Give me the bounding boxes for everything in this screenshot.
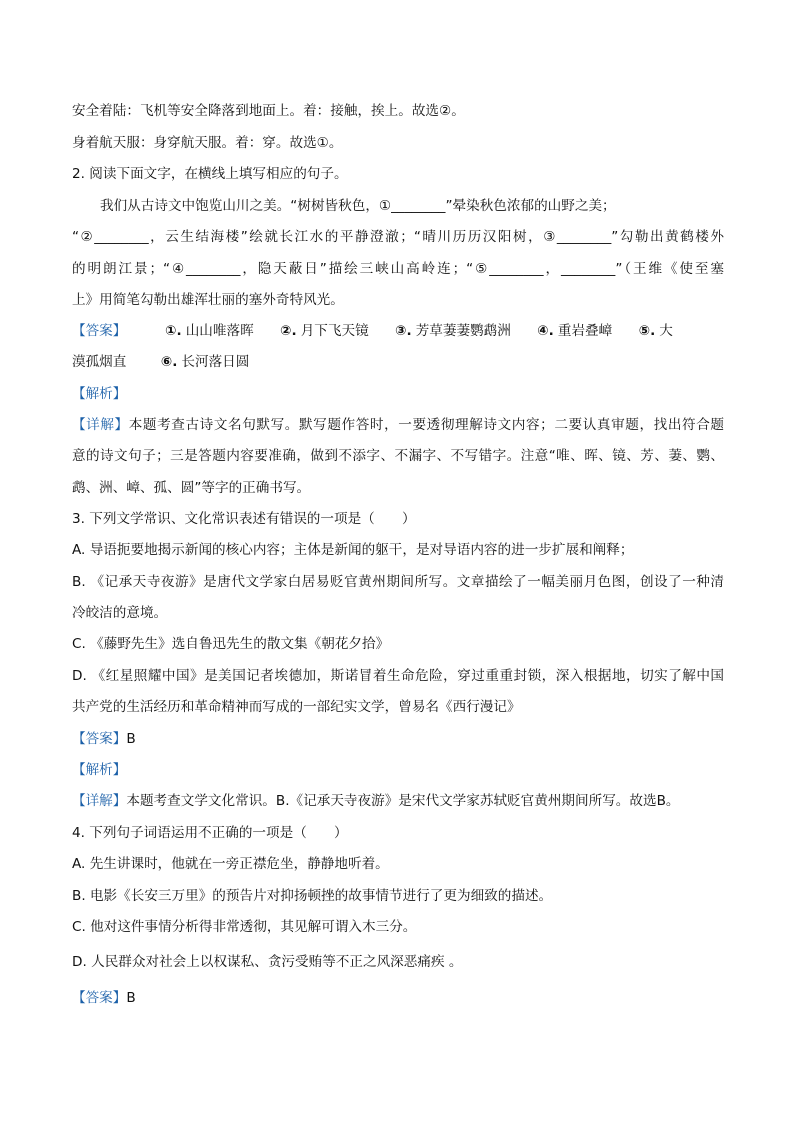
text-line: 鹉、洲、嶂、孤、圆”等字的正确书写。 (72, 480, 311, 496)
question-4-title: 4. 下列句子词语运用不正确的一项是（ ） (72, 825, 348, 841)
answer-number: ③. (395, 323, 412, 339)
analysis-label: 【解析】 (72, 762, 127, 778)
option-c: C. 《藤野先生》选自鲁迅先生的散文集《朝花夕拾》 (72, 636, 390, 652)
answer-text: 漠孤烟直 (72, 354, 127, 370)
detail-text: 本题考查古诗文名句默写。默写题作答时，一要透彻理解诗文内容；二要认真审题，找出符合题 (128, 417, 724, 433)
text-line: 安全着陆：飞机等安全降落到地面上。着：接触，挨上。故选②。 (72, 103, 465, 119)
option-a: A. 导语扼要地揭示新闻的核心内容；主体是新闻的躯干，是对导语内容的进一步扩展和阐释； (72, 542, 634, 558)
answer-value: B (126, 731, 136, 747)
answer-number: ④. (537, 323, 554, 339)
detail-line (72, 791, 724, 811)
answer-line (72, 729, 724, 749)
detail-text: 本题考查文学文化常识。B.《记承天寺夜游》是宋代文学家苏轼贬官黄州期间所写。故选B。 (126, 793, 680, 809)
answer-item (165, 321, 254, 341)
option-d: D. 《红星照耀中国》是美国记者埃德加，斯诺冒着生命危险，穿过重重封锁，深入根据地，切实了解中国 (72, 668, 724, 684)
answer-item (280, 321, 369, 341)
answer-item (537, 321, 612, 341)
text-line: 我们从古诗文中饱览山川之美。“树树皆秋色，①________”晕染秋色浓郁的山野之美； (100, 198, 616, 214)
answer-text: 长河落日圆 (181, 354, 250, 370)
answer-text: 重岩叠嶂 (557, 323, 613, 339)
analysis-label: 【解析】 (72, 386, 127, 402)
answer-number: ⑤. (638, 323, 656, 339)
option-c: C. 他对这件事情分析得非常透彻，其见解可谓入木三分。 (72, 919, 417, 935)
answer-text: 山山唯落晖 (185, 323, 254, 339)
detail-label: 【详解】 (72, 417, 129, 433)
question-3-title: 3. 下列文学常识、文化常识表述有错误的一项是（ ） (72, 511, 416, 527)
option-d: D. 人民群众对社会上以权谋私、贪污受贿等不正之风深恶痛疾 。 (72, 954, 463, 970)
answer-label: 【答案】 (72, 731, 127, 747)
answer-row (72, 321, 724, 341)
answer-text: 芳草萋萋鹦鹉洲 (415, 323, 511, 339)
answer-item (161, 352, 250, 372)
text-line: 上》用简笔勾勒出雄浑壮丽的塞外奇特风光。 (72, 292, 344, 308)
answer-text: 月下飞天镜 (300, 323, 369, 339)
answer-label: 【答案】 (72, 323, 127, 339)
text-line: 的明朗江景；“④________，隐天蔽日”描绘三峡山高岭连；“⑤________，________”（王维《使至塞 (72, 261, 724, 277)
answer-number: ⑥. (160, 354, 178, 370)
question-2-title: 2. 阅读下面文字，在横线上填写相应的句子。 (72, 166, 348, 182)
text-line: 身着航天服：身穿航天服。着：穿。故选①。 (72, 135, 343, 151)
answer-item (639, 321, 673, 341)
answer-value: B (126, 990, 136, 1006)
text-line: 共产党的生活经历和革命精神而写成的一部纪实文学，曾易名《西行漫记》 (72, 699, 521, 715)
text-line: 冷皎洁的意境。 (72, 605, 168, 621)
answer-item (395, 321, 511, 341)
option-a: A. 先生讲课时，他就在一旁正襟危坐，静静地听着。 (72, 856, 389, 872)
text-line: “②________，云生结海楼”绘就长江水的平静澄澈；“晴川历历汉阳树，③________”勾勒出黄鹤楼外 (72, 229, 724, 245)
answer-text: 大 (659, 323, 673, 339)
detail-label: 【详解】 (72, 793, 127, 809)
option-b: B. 《记承天寺夜游》是唐代文学家白居易贬官黄州期间所写。文章描绘了一幅美丽月色图，创设了一种清 (72, 574, 724, 590)
answer-line (72, 988, 724, 1008)
answer-row (72, 352, 724, 372)
option-b: B. 电影《长安三万里》的预告片对抑扬顿挫的故事情节进行了更为细致的描述。 (72, 888, 553, 904)
answer-label: 【答案】 (72, 990, 127, 1006)
answer-number: ①. (165, 323, 182, 339)
detail-line (72, 415, 724, 435)
text-line: 意的诗文句子；三是答题内容要准确，做到不添字、不漏字、不写错字。注意“唯、晖、镜、芳、萋、鹦、 (72, 448, 724, 464)
answer-number: ②. (280, 323, 297, 339)
